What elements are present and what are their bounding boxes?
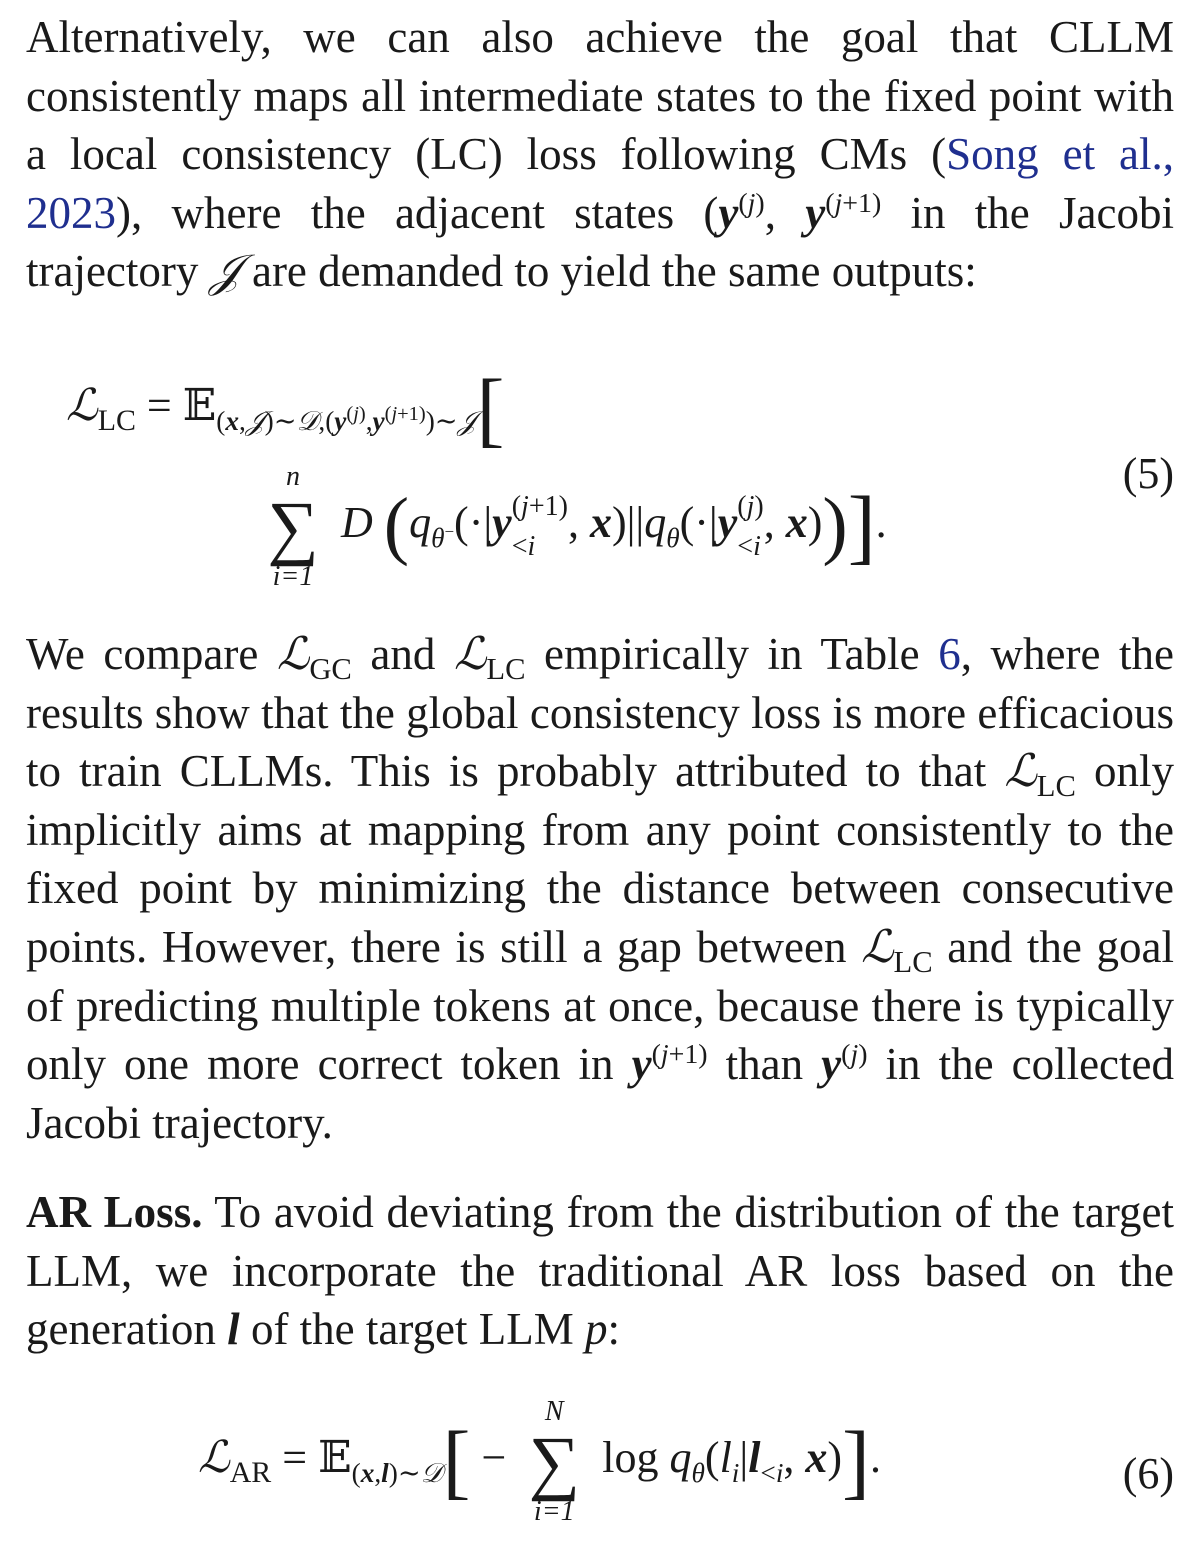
ar-loss-heading: AR Loss. bbox=[26, 1187, 203, 1237]
equation-5-number: (5) bbox=[1122, 449, 1174, 498]
p2-text-b: and bbox=[351, 629, 454, 679]
p1-text-d: are demanded to yield the same outputs: bbox=[240, 246, 977, 297]
table-6-reference[interactable]: 6 bbox=[938, 629, 961, 679]
paragraph-local-consistency: Alternatively, we can also achieve the goal that CLLM consistently maps all intermediate states to the fixed point with a local consistency (LC) loss following CMs (Song et al., 2023), where the adjacent states ($y^{(j)}$, $y^{(j+1)}$ in the Jacobi trajectory 𝒥 are demanded to yield the same outputs: bbox=[26, 12, 1175, 298]
p2-text-f: and the goal of predicting multiple tokens at once, because there is typically only one more correct token in bbox=[26, 921, 1174, 1090]
equation-5-line-1: ℒ$_{LC}$ = 𝔼$_{(x,𝒥)\sim 𝒟,(y^{(j)},y^{(j+1)})\sim 𝒥}$[ bbox=[66, 363, 505, 456]
p1-text-a: Alternatively, we can also achieve the goal that CLLM consistently maps all intermediate states to the fixed point with a local consistency (LC) loss following CMs ( bbox=[26, 12, 1174, 180]
paragraph-ar-loss: AR Loss. To avoid deviating from the distribution of the target LLM, we incorporate the traditional AR loss based on the generation l of the target LLM p: bbox=[26, 1187, 1174, 1355]
p1-text-c: in the Jacobi trajectory bbox=[26, 187, 1174, 297]
equation-5-line-2: n ∑ i=1 D ($q_{\theta^-}(\cdot|y$ (j+1) <i , $x)||q_\theta(\cdot|y$ (j) <i , x))]. bbox=[256, 463, 887, 591]
p3-text-a: To avoid deviating from the distribution of the target LLM, we incorporate the traditional AR loss based on the generation bbox=[26, 1187, 1174, 1355]
p1-text-b: ), where the adjacent states ( bbox=[116, 187, 719, 238]
p2-text-c: empirically in Table bbox=[525, 629, 939, 679]
summation-symbol: n ∑ i=1 bbox=[267, 461, 319, 592]
p3-text-c: : bbox=[607, 1304, 621, 1355]
equation-6-number: (6) bbox=[1122, 1449, 1174, 1498]
p3-text-b: of the target LLM bbox=[239, 1304, 586, 1355]
citation-song-2023[interactable]: Song et al., 2023 bbox=[26, 129, 1175, 238]
p2-text-a: We compare bbox=[26, 629, 277, 679]
equation-6: ℒ$_{AR}$ = 𝔼$_{(x,l)\sim 𝒟}$[ − N ∑ i=1 $\log q_\theta(l_i|l_{<i}$, x)]. bbox=[198, 1396, 882, 1527]
p2-text-h: in the collected Jacobi trajectory. bbox=[26, 1039, 1174, 1148]
paragraph-comparison: We compare ℒ$_{GC}$ and ℒ$_{LC}$ empirically in Table 6, where the results show that the global consistency loss is more efficacious to train CLLMs. This is probably attributed to that ℒ$_{LC}$ only implicitly aims at mapping from any point consistently to the fixed point by minimizing the distance between consecutive points. However, there is still a gap between ℒ$_{LC}$ and the goal of predicting multiple tokens at once, because there is typically only one more correct token in $y^{(j+1)}$ than $y^{(j)}$ in the collected Jacobi trajectory. bbox=[26, 627, 1175, 1148]
p2-text-d: , where the results show that the global consistency loss is more efficacious to train CLLMs. This is probably attributed to that bbox=[26, 629, 1175, 797]
p2-text-e: only implicitly aims at mapping from any point consistently to the fixed point by minimizing the distance between consecutive points. However, there is still a gap between bbox=[26, 746, 1174, 972]
p2-text-g: than bbox=[707, 1039, 822, 1090]
distance-symbol: D bbox=[341, 498, 373, 548]
summation-symbol-ar: N ∑ i=1 bbox=[528, 1396, 580, 1527]
